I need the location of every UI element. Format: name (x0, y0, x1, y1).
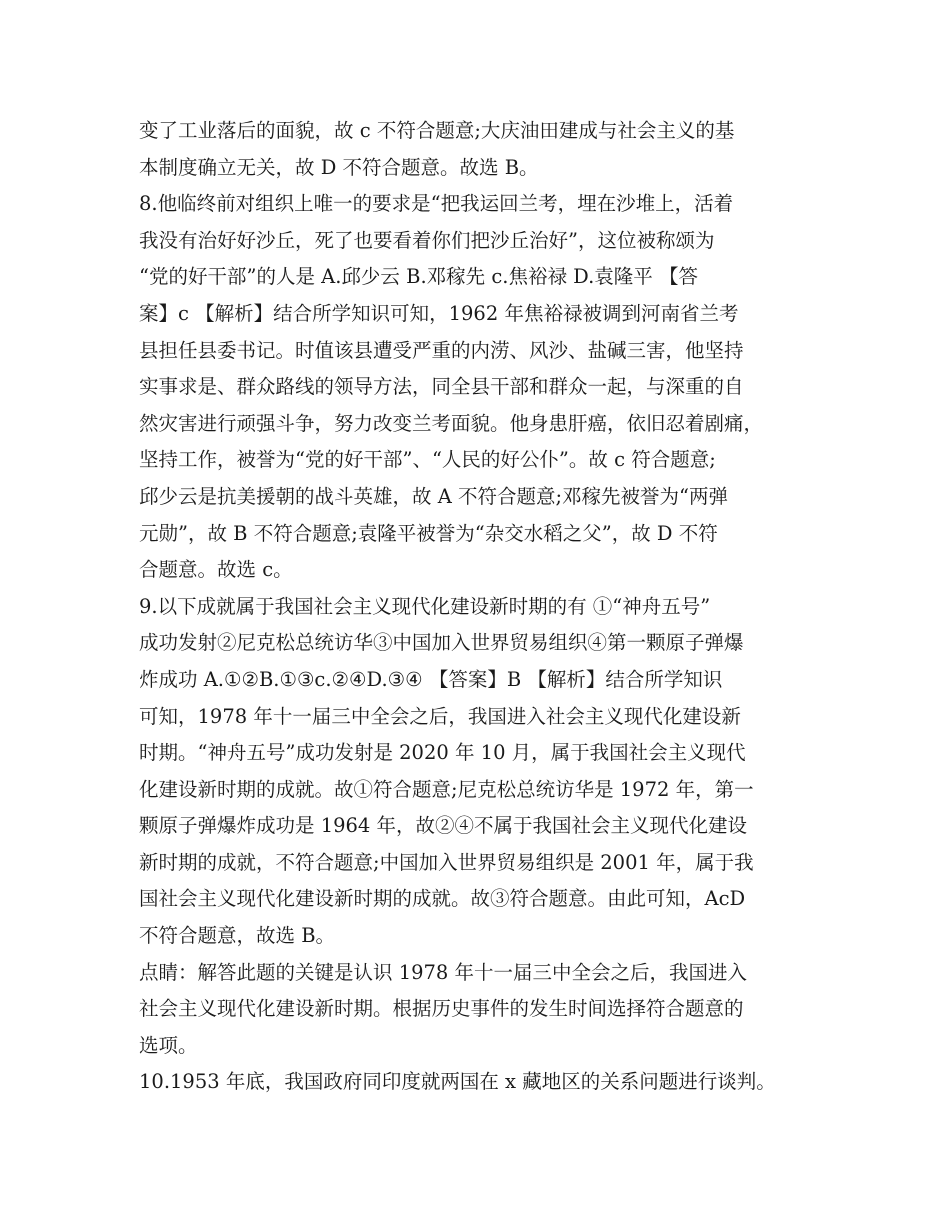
text-line: 点睛：解答此题的关键是认识 1978 年十一届三中全会之后，我国进入 (139, 960, 748, 984)
text-line: 8.他临终前对组织上唯一的要求是“把我运回兰考，埋在沙堆上，活着 (139, 192, 734, 216)
text-line: 变了工业落后的面貌，故 c 不符合题意;大庆油田建成与社会主义的基 (139, 119, 735, 142)
text-line: 本制度确立无关，故 D 不符合题意。故选 B。 (139, 155, 539, 179)
text-line: 元勋”，故 B 不符合题意;袁隆平被誉为“杂交水稻之父”，故 D 不符 (139, 521, 718, 545)
text-line: 颗原子弹爆炸成功是 1964 年，故②④不属于我国社会主义现代化建设 (139, 814, 748, 838)
text-line: 9.以下成就属于我国社会主义现代化建设新时期的有 ①“神舟五号” (139, 594, 711, 618)
text-line: 县担任县委书记。时值该县遭受严重的内涝、风沙、盐碱三害，他坚持 (139, 338, 744, 362)
text-line: 化建设新时期的成就。故①符合题意;尼克松总统访华是 1972 年，第一 (139, 777, 754, 801)
text-line: 案】c 【解析】结合所学知识可知，1962 年焦裕禄被调到河南省兰考 (139, 301, 739, 325)
text-line: 成功发射②尼克松总统访华③中国加入世界贸易组织④第一颗原子弹爆 (139, 631, 744, 655)
text-line: 可知，1978 年十一届三中全会之后，我国进入社会主义现代化建设新 (139, 704, 741, 728)
text-line: 我没有治好好沙丘，死了也要看着你们把沙丘治好”，这位被称颂为 (139, 228, 715, 252)
text-line: 10.1953 年底，我国政府同印度就两国在 x 藏地区的关系问题进行谈判。 (139, 1070, 776, 1094)
text-line: 邱少云是抗美援朝的战斗英雄，故 A 不符合题意;邓稼先被誉为“两弹 (139, 484, 729, 508)
text-line: 选项。 (139, 1033, 198, 1057)
document-body (139, 113, 829, 1101)
text-line: 新时期的成就，不符合题意;中国加入世界贸易组织是 2001 年，属于我 (139, 850, 754, 874)
text-line: 实事求是、群众路线的领导方法，同全县干部和群众一起，与深重的自 (139, 375, 744, 399)
text-line: 国社会主义现代化建设新时期的成就。故③符合题意。由此可知，AcD (139, 887, 746, 911)
text-line: 炸成功 A.①②B.①③c.②④D.③④ 【答案】B 【解析】结合所学知识 (139, 667, 723, 691)
text-line: 然灾害进行顽强斗争，努力改变兰考面貌。他身患肝癌，依旧忍着剧痛， (139, 411, 764, 435)
text-line: 坚持工作，被誉为“党的好干部”、“人民的好公仆”。故 c 符合题意; (139, 448, 716, 472)
text-line: 时期。“神舟五号”成功发射是 2020 年 10 月，属于我国社会主义现代 (139, 741, 746, 765)
text-line: 不符合题意，故选 B。 (139, 924, 336, 948)
text-line: 合题意。故选 c。 (139, 558, 293, 582)
text-line: 社会主义现代化建设新时期。根据历史事件的发生时间选择符合题意的 (139, 997, 744, 1021)
text-line: “党的好干部”的人是 A.邱少云 B.邓稼先 c.焦裕禄 D.袁隆平 【答 (139, 265, 698, 289)
